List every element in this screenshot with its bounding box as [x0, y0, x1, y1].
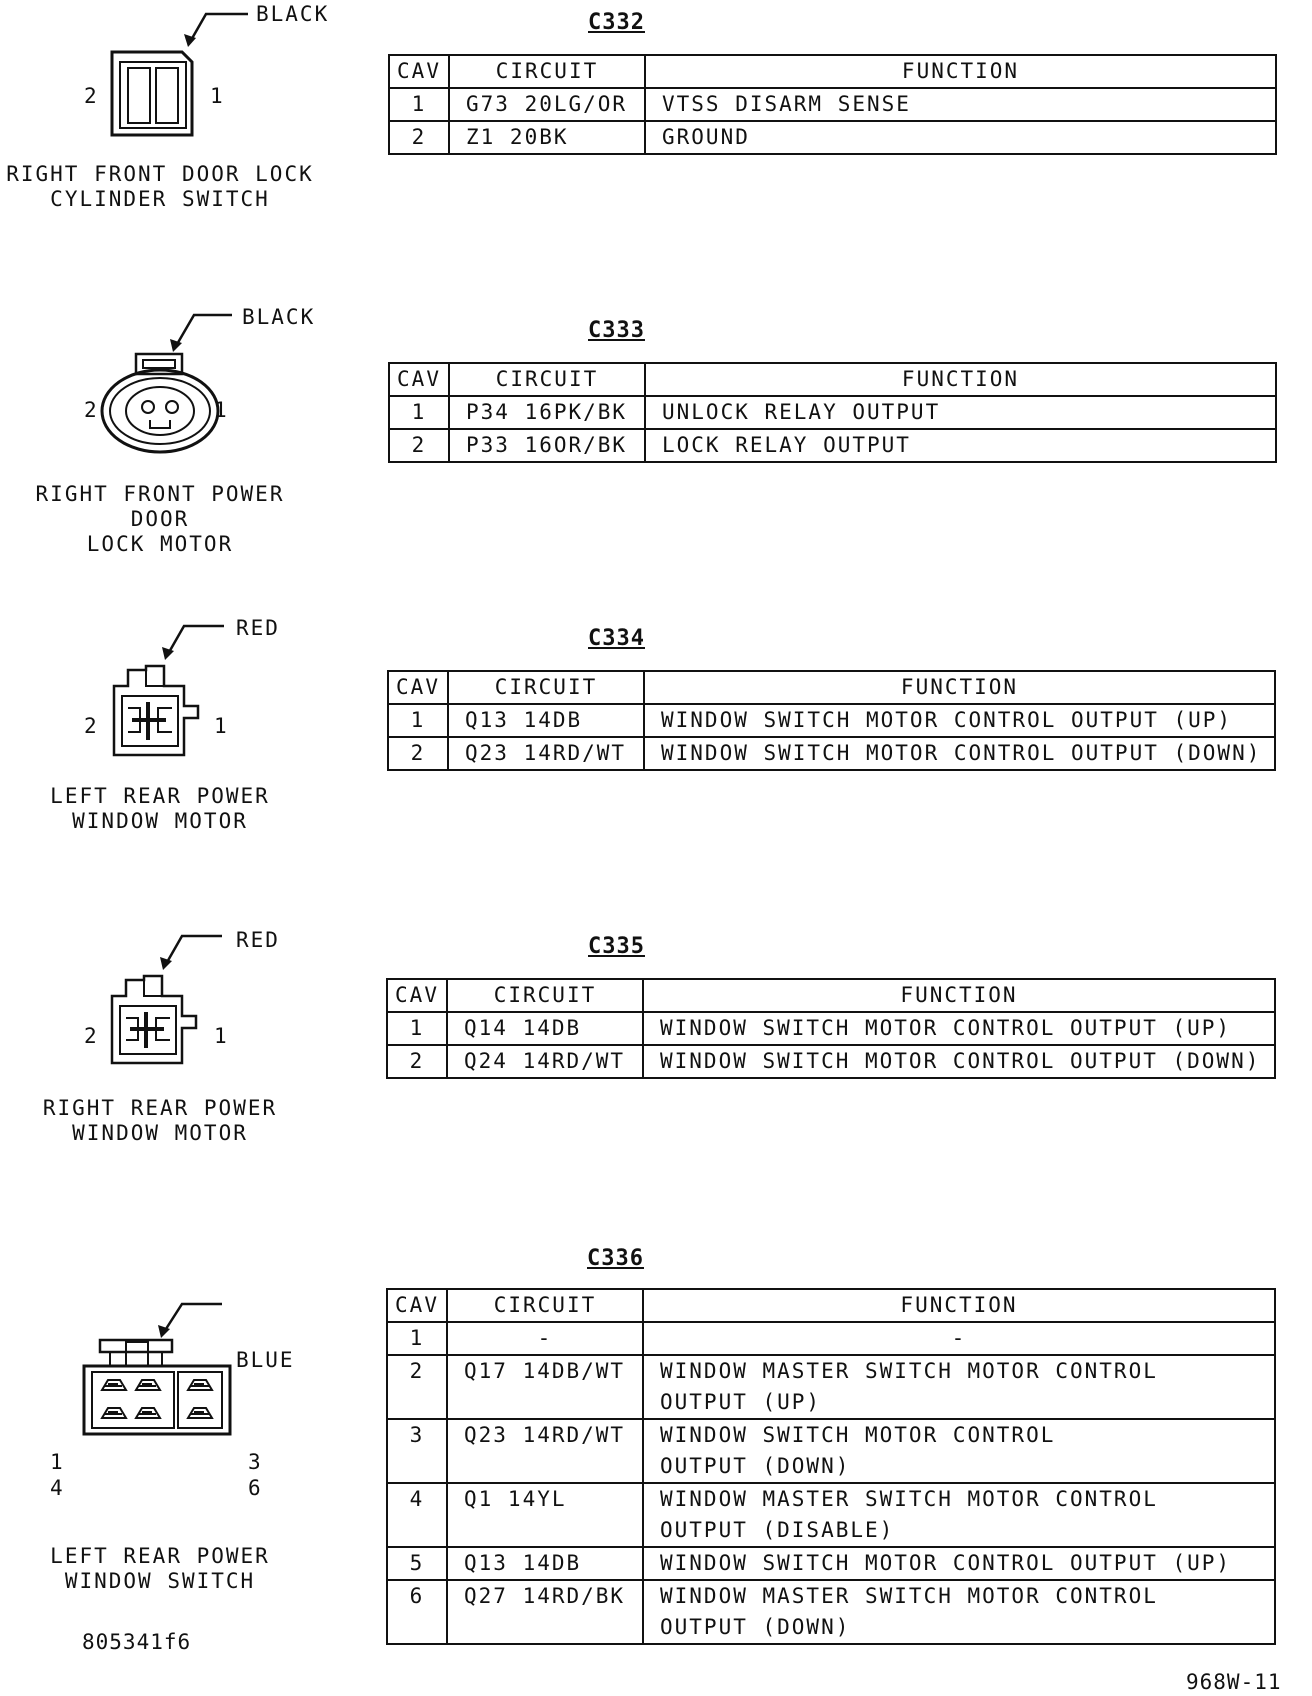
connector-name-line: CYLINDER SWITCH	[50, 187, 270, 211]
connector-color-label: RED	[236, 616, 280, 640]
pinout-table-c332	[388, 54, 1277, 155]
connector-name-line: LEFT REAR POWER	[50, 784, 270, 808]
table-row	[388, 704, 1275, 737]
pin-number: 2	[84, 84, 97, 108]
header-circuit: CIRCUIT	[449, 363, 645, 396]
header-circuit: CIRCUIT	[449, 55, 645, 88]
circuit-cell: Z1 20BK	[449, 121, 645, 154]
header-function: FUNCTION	[645, 363, 1276, 396]
table-header-row	[387, 1289, 1275, 1322]
function-line: WINDOW MASTER SWITCH MOTOR CONTROL	[660, 1359, 1158, 1383]
connector-c336-drawing	[0, 1224, 330, 1464]
cav-cell: 6	[387, 1580, 447, 1644]
table-row	[388, 737, 1275, 770]
function-line: WINDOW MASTER SWITCH MOTOR CONTROL	[660, 1487, 1158, 1511]
circuit-cell: P33 16OR/BK	[449, 429, 645, 462]
cav-cell: 5	[387, 1547, 447, 1580]
cav-cell: 3	[387, 1419, 447, 1483]
cav-cell: 1	[387, 1322, 447, 1355]
cav-cell: 1	[389, 88, 449, 121]
cav-cell: 4	[387, 1483, 447, 1547]
pin-number: 2	[84, 1024, 97, 1048]
connector-name	[0, 1096, 320, 1146]
figure-id: 805341f6	[82, 1630, 192, 1654]
circuit-cell: G73 20LG/OR	[449, 88, 645, 121]
function-line: OUTPUT (DOWN)	[660, 1615, 851, 1639]
connector-id-title: C332	[588, 10, 645, 35]
function-cell	[643, 1419, 1275, 1483]
pinout-table-c335	[386, 978, 1276, 1079]
table-row	[387, 1045, 1275, 1078]
table-row	[387, 1419, 1275, 1483]
circuit-cell: Q13 14DB	[447, 1547, 643, 1580]
pin-number: 6	[248, 1476, 261, 1500]
table-header-row	[388, 671, 1275, 704]
header-cav: CAV	[389, 55, 449, 88]
circuit-cell: Q17 14DB/WT	[447, 1355, 643, 1419]
connector-name-line: WINDOW MOTOR	[72, 809, 248, 833]
function-line: WINDOW SWITCH MOTOR CONTROL	[660, 1423, 1056, 1447]
connector-name	[0, 1544, 320, 1594]
table-header-row	[387, 979, 1275, 1012]
function-cell: WINDOW SWITCH MOTOR CONTROL OUTPUT (UP)	[643, 1547, 1275, 1580]
function-cell	[643, 1483, 1275, 1547]
table-header-row	[389, 363, 1276, 396]
header-function: FUNCTION	[645, 55, 1276, 88]
connector-id-title: C333	[588, 318, 645, 343]
function-line: WINDOW MASTER SWITCH MOTOR CONTROL	[660, 1584, 1158, 1608]
cav-cell: 1	[389, 396, 449, 429]
circuit-cell: Q24 14RD/WT	[447, 1045, 643, 1078]
cav-cell: 2	[387, 1355, 447, 1419]
table-row	[387, 1322, 1275, 1355]
header-cav: CAV	[387, 979, 447, 1012]
page-reference: 968W-11	[1186, 1670, 1282, 1694]
connector-name-line: RIGHT FRONT DOOR LOCK	[6, 162, 314, 186]
pin-number: 1	[214, 398, 227, 422]
function-cell: WINDOW SWITCH MOTOR CONTROL OUTPUT (UP)	[644, 704, 1275, 737]
function-cell: WINDOW SWITCH MOTOR CONTROL OUTPUT (UP)	[643, 1012, 1275, 1045]
function-cell	[643, 1580, 1275, 1644]
function-cell: VTSS DISARM SENSE	[645, 88, 1276, 121]
circuit-cell: -	[447, 1322, 643, 1355]
connector-color-label: BLACK	[256, 2, 330, 26]
circuit-cell: Q23 14RD/WT	[448, 737, 644, 770]
connector-name-line: RIGHT FRONT POWER DOOR	[35, 482, 285, 531]
connector-c335-drawing	[0, 916, 330, 1076]
header-cav: CAV	[389, 363, 449, 396]
table-row	[387, 1355, 1275, 1419]
connector-name-line: RIGHT REAR POWER	[42, 1096, 278, 1120]
connector-name	[0, 482, 320, 557]
connector-name	[0, 162, 320, 212]
table-row	[387, 1547, 1275, 1580]
table-row	[387, 1580, 1275, 1644]
pinout-table-c333	[388, 362, 1277, 463]
connector-name-line: WINDOW MOTOR	[72, 1121, 248, 1145]
function-line: OUTPUT (DOWN)	[660, 1454, 851, 1478]
header-cav: CAV	[387, 1289, 447, 1322]
cav-cell: 2	[388, 737, 448, 770]
connector-color-label: BLUE	[236, 1348, 295, 1372]
function-line: OUTPUT (UP)	[660, 1390, 822, 1414]
circuit-cell: Q23 14RD/WT	[447, 1419, 643, 1483]
connector-color-label: BLACK	[242, 305, 316, 329]
connector-id-title: C336	[587, 1246, 644, 1271]
function-cell	[643, 1355, 1275, 1419]
pin-number: 4	[50, 1476, 63, 1500]
header-function: FUNCTION	[643, 979, 1275, 1012]
table-row	[389, 88, 1276, 121]
header-circuit: CIRCUIT	[447, 1289, 643, 1322]
function-cell: GROUND	[645, 121, 1276, 154]
cav-cell: 2	[389, 429, 449, 462]
function-cell: WINDOW SWITCH MOTOR CONTROL OUTPUT (DOWN)	[644, 737, 1275, 770]
table-row	[389, 429, 1276, 462]
pin-number: 1	[210, 84, 223, 108]
pin-number: 1	[214, 714, 227, 738]
table-header-row	[389, 55, 1276, 88]
header-circuit: CIRCUIT	[447, 979, 643, 1012]
header-function: FUNCTION	[643, 1289, 1275, 1322]
connector-c334-drawing	[0, 608, 330, 768]
header-circuit: CIRCUIT	[448, 671, 644, 704]
connector-name-line: LEFT REAR POWER	[50, 1544, 270, 1568]
pin-number: 1	[214, 1024, 227, 1048]
cav-cell: 2	[387, 1045, 447, 1078]
function-line: OUTPUT (DISABLE)	[660, 1518, 895, 1542]
header-function: FUNCTION	[644, 671, 1275, 704]
table-row	[389, 121, 1276, 154]
table-row	[389, 396, 1276, 429]
function-cell: -	[643, 1322, 1275, 1355]
pin-number: 2	[84, 714, 97, 738]
circuit-cell: Q1 14YL	[447, 1483, 643, 1547]
table-row	[387, 1483, 1275, 1547]
function-cell: UNLOCK RELAY OUTPUT	[645, 396, 1276, 429]
connector-name-line: LOCK MOTOR	[86, 532, 234, 556]
connector-name-line: WINDOW SWITCH	[64, 1569, 256, 1593]
pinout-table-c336	[386, 1288, 1276, 1645]
cav-cell: 1	[388, 704, 448, 737]
cav-cell: 1	[387, 1012, 447, 1045]
circuit-cell: P34 16PK/BK	[449, 396, 645, 429]
pinout-table-c334	[387, 670, 1276, 771]
connector-id-title: C334	[588, 626, 645, 651]
pin-number: 3	[248, 1450, 261, 1474]
function-cell: LOCK RELAY OUTPUT	[645, 429, 1276, 462]
pin-number: 1	[50, 1450, 63, 1474]
table-row	[387, 1012, 1275, 1045]
header-cav: CAV	[388, 671, 448, 704]
connector-id-title: C335	[588, 934, 645, 959]
function-cell: WINDOW SWITCH MOTOR CONTROL OUTPUT (DOWN)	[643, 1045, 1275, 1078]
cav-cell: 2	[389, 121, 449, 154]
connector-name	[0, 784, 320, 834]
pin-number: 2	[84, 398, 97, 422]
connector-color-label: RED	[236, 928, 280, 952]
circuit-cell: Q14 14DB	[447, 1012, 643, 1045]
circuit-cell: Q27 14RD/BK	[447, 1580, 643, 1644]
circuit-cell: Q13 14DB	[448, 704, 644, 737]
